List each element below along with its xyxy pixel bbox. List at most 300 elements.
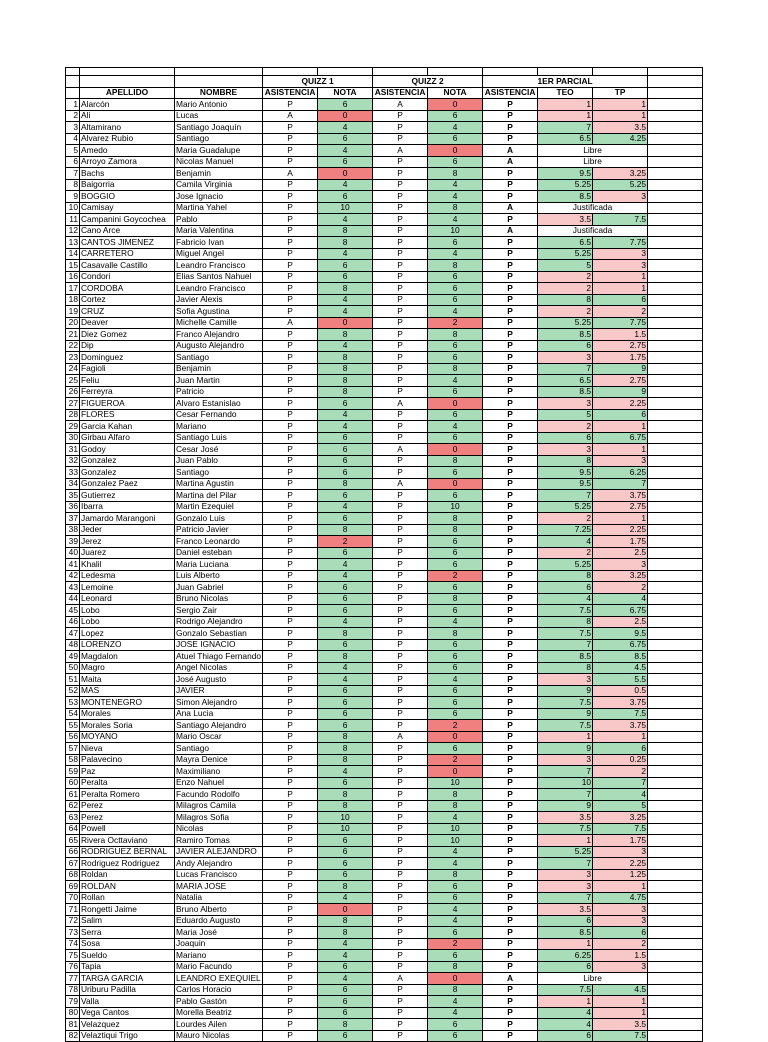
nota2-cell: 8 xyxy=(428,455,483,467)
teo-cell: 7.5 xyxy=(538,984,593,996)
table-row xyxy=(66,685,703,697)
asistencia1-cell: P xyxy=(263,145,318,157)
cell xyxy=(648,168,703,180)
apellido-cell: Rodriguez Rodriguez xyxy=(80,858,175,870)
asistencia2-cell: P xyxy=(373,490,428,502)
asistencia2-cell: A xyxy=(373,444,428,456)
asistencia1-cell: P xyxy=(263,156,318,168)
nombre-cell: Santiago Alejandro xyxy=(175,720,263,732)
row-number: 2 xyxy=(66,110,80,122)
tp-cell: 1 xyxy=(593,283,648,295)
asistencia2-cell: A xyxy=(373,478,428,490)
nota2-cell: 6 xyxy=(428,1019,483,1031)
asistencia3-cell: P xyxy=(483,754,538,766)
tp-cell: 0.5 xyxy=(593,685,648,697)
row-number: 34 xyxy=(66,478,80,490)
tp-cell: 3 xyxy=(593,846,648,858)
nombre-cell: Benjamin xyxy=(175,168,263,180)
asistencia1-cell: P xyxy=(263,283,318,295)
table-row xyxy=(66,754,703,766)
teo-cell: 7 xyxy=(538,858,593,870)
asistencia2-cell: P xyxy=(373,938,428,950)
asistencia1-cell: P xyxy=(263,386,318,398)
asistencia3-cell: P xyxy=(483,1030,538,1042)
table-row xyxy=(66,904,703,916)
table-row xyxy=(66,674,703,686)
row-number: 80 xyxy=(66,1007,80,1019)
asistencia1-cell: P xyxy=(263,720,318,732)
row-number: 69 xyxy=(66,881,80,893)
asistencia3-cell: P xyxy=(483,559,538,571)
tp-cell: 3.25 xyxy=(593,570,648,582)
teo-cell: 6 xyxy=(538,340,593,352)
tp-cell: 3 xyxy=(593,260,648,272)
tp-cell: 1 xyxy=(593,99,648,111)
quizz2-header: QUIZZ 2 xyxy=(373,76,483,88)
apellido-cell: Serra xyxy=(80,927,175,939)
nota2-cell: 4 xyxy=(428,858,483,870)
asistencia1-cell: P xyxy=(263,823,318,835)
asistencia1-cell: P xyxy=(263,260,318,272)
row-number: 81 xyxy=(66,1019,80,1031)
table-row xyxy=(66,145,703,157)
nombre-cell: Mauro Nicolas xyxy=(175,1030,263,1042)
table-row xyxy=(66,605,703,617)
nombre-cell: Maria Luciana xyxy=(175,559,263,571)
asistencia3-cell: P xyxy=(483,605,538,617)
apellido-cell: RODRIGUEZ BERNAL xyxy=(80,846,175,858)
cell xyxy=(648,823,703,835)
teo-cell: 3.5 xyxy=(538,214,593,226)
nota2-cell: 8 xyxy=(428,789,483,801)
nota2-cell: 4 xyxy=(428,1007,483,1019)
table-row xyxy=(66,363,703,375)
blank-header-row xyxy=(66,68,703,76)
apellido-cell: Sosa xyxy=(80,938,175,950)
asistencia2-cell: P xyxy=(373,950,428,962)
tp-cell: 9 xyxy=(593,363,648,375)
asistencia1-cell: P xyxy=(263,593,318,605)
table-row xyxy=(66,214,703,226)
asistencia2-cell: A xyxy=(373,145,428,157)
nombre-cell: Maria Guadalupe xyxy=(175,145,263,157)
nota2-cell: 8 xyxy=(428,260,483,272)
asistencia3-cell: P xyxy=(483,835,538,847)
nota1-cell: 4 xyxy=(318,674,373,686)
tp-cell: 3 xyxy=(593,559,648,571)
apellido-cell: Lopez xyxy=(80,628,175,640)
table-row xyxy=(66,248,703,260)
asistencia3-cell: P xyxy=(483,789,538,801)
apellido-cell: Jamardo Marangoni xyxy=(80,513,175,525)
cell xyxy=(648,984,703,996)
nota1-cell: 6 xyxy=(318,547,373,559)
teo-cell: 6 xyxy=(538,582,593,594)
nota1-cell: 6 xyxy=(318,984,373,996)
asistencia1-cell: P xyxy=(263,846,318,858)
teo-cell: 4 xyxy=(538,536,593,548)
table-row xyxy=(66,628,703,640)
row-number: 31 xyxy=(66,444,80,456)
asistencia2-cell: P xyxy=(373,674,428,686)
nota1-cell: 6 xyxy=(318,846,373,858)
asistencia1-cell: P xyxy=(263,662,318,674)
nombre-cell: Benjamin xyxy=(175,363,263,375)
row-number: 30 xyxy=(66,432,80,444)
teo-cell: 3.5 xyxy=(538,812,593,824)
asistencia2-cell: P xyxy=(373,754,428,766)
cell xyxy=(175,76,263,88)
row-number: 65 xyxy=(66,835,80,847)
nota2-cell: 6 xyxy=(428,881,483,893)
nota2-cell: 4 xyxy=(428,996,483,1008)
asistencia1-cell: P xyxy=(263,582,318,594)
asistencia2-cell: P xyxy=(373,214,428,226)
asistencia2-cell: P xyxy=(373,766,428,778)
nota2-cell: 6 xyxy=(428,352,483,364)
nota1-cell: 6 xyxy=(318,697,373,709)
nota1-cell: 8 xyxy=(318,754,373,766)
tp-cell: 6 xyxy=(593,294,648,306)
tp-cell: 1.5 xyxy=(593,329,648,341)
asistencia2-cell: P xyxy=(373,133,428,145)
apellido-cell: Perez xyxy=(80,800,175,812)
asistencia2-cell: P xyxy=(373,179,428,191)
nota2-cell: 6 xyxy=(428,283,483,295)
asistencia1-cell: P xyxy=(263,674,318,686)
teo-cell: 7 xyxy=(538,122,593,134)
table-row xyxy=(66,570,703,582)
table-row xyxy=(66,789,703,801)
asistencia3-cell: P xyxy=(483,168,538,180)
row-number: 4 xyxy=(66,133,80,145)
teo-cell: 7.5 xyxy=(538,823,593,835)
row-number: 53 xyxy=(66,697,80,709)
asistencia3-cell: P xyxy=(483,720,538,732)
tp-cell: 1 xyxy=(593,731,648,743)
cell xyxy=(648,904,703,916)
row-number: 33 xyxy=(66,467,80,479)
nombre-cell: Gonzalo Luis xyxy=(175,513,263,525)
cell xyxy=(648,582,703,594)
nota2-cell: 0 xyxy=(428,766,483,778)
nombre-cell: Atuel Thiago Fernando xyxy=(176,650,262,661)
table-row xyxy=(66,639,703,651)
teo-cell: 6 xyxy=(538,915,593,927)
nombre-cell: Natalia xyxy=(175,892,263,904)
tp-cell: 1 xyxy=(593,110,648,122)
apellido-cell: Morales Soria xyxy=(80,720,175,732)
table-row xyxy=(66,168,703,180)
tp-cell: 2.25 xyxy=(593,858,648,870)
asistencia2-cell: P xyxy=(373,547,428,559)
nombre-cell: Michelle Camille xyxy=(175,317,263,329)
teo-cell: 5.25 xyxy=(538,179,593,191)
table-row xyxy=(66,846,703,858)
nombre-cell: Facundo Rodolfo xyxy=(175,789,263,801)
asistencia2-cell: P xyxy=(373,168,428,180)
nombre-cell: Juan Gabriel xyxy=(175,582,263,594)
asistencia1-cell: P xyxy=(263,501,318,513)
nombre-cell: Jose Ignacio xyxy=(175,191,263,203)
nombre-cell: Sergio Zair xyxy=(175,605,263,617)
row-number: 9 xyxy=(66,191,80,203)
row-number: 27 xyxy=(66,398,80,410)
teo-cell: 5.25 xyxy=(538,248,593,260)
apellido-cell: Valla xyxy=(80,996,175,1008)
cell xyxy=(648,881,703,893)
nota1-cell: 4 xyxy=(318,892,373,904)
teo-cell: 5.25 xyxy=(538,846,593,858)
apellido-cell: Condori xyxy=(80,271,175,283)
nota2-cell: 0 xyxy=(428,731,483,743)
cell xyxy=(648,455,703,467)
row-number: 15 xyxy=(66,260,80,272)
asistencia3-cell: P xyxy=(483,306,538,318)
row-number: 76 xyxy=(66,961,80,973)
row-number: 35 xyxy=(66,490,80,502)
asistencia2-cell: P xyxy=(373,961,428,973)
nota1-cell: 6 xyxy=(318,467,373,479)
nombre-cell: MARIA JOSE xyxy=(175,881,263,893)
asistencia1-cell: P xyxy=(263,869,318,881)
table-row xyxy=(66,743,703,755)
table-row xyxy=(66,881,703,893)
nota1-cell: 6 xyxy=(318,858,373,870)
nombre-cell: Milagros Camila xyxy=(175,800,263,812)
nota2-cell: 8 xyxy=(428,869,483,881)
tp-cell: 2.75 xyxy=(593,501,648,513)
teo-cell: 1 xyxy=(538,938,593,950)
table-row xyxy=(66,156,703,168)
table-row xyxy=(66,961,703,973)
tp-cell: 2.75 xyxy=(593,375,648,387)
apellido-cell: Amedo xyxy=(80,145,175,157)
nota1-cell: 8 xyxy=(318,225,373,237)
asistencia3-cell: P xyxy=(483,869,538,881)
asistencia3-cell: P xyxy=(483,697,538,709)
asistencia1-cell: P xyxy=(263,938,318,950)
nombre-cell: Patricio Javier xyxy=(175,524,263,536)
asistencia1-cell: P xyxy=(263,731,318,743)
asistencia2-cell: P xyxy=(373,996,428,1008)
asistencia3-cell: P xyxy=(483,271,538,283)
nota2-cell: 4 xyxy=(428,375,483,387)
apellido-cell: Baigorria xyxy=(80,179,175,191)
nota2-cell: 8 xyxy=(428,984,483,996)
nombre-cell: Daniel esteban xyxy=(175,547,263,559)
asistencia3-cell: P xyxy=(483,191,538,203)
asistencia2-cell: P xyxy=(373,800,428,812)
quizz1-header: QUIZZ 1 xyxy=(263,76,373,88)
nota2-cell: 8 xyxy=(428,202,483,214)
row-number: 18 xyxy=(66,294,80,306)
nota1-cell: 6 xyxy=(318,835,373,847)
nota1-cell: 6 xyxy=(318,1030,373,1042)
cell xyxy=(648,1007,703,1019)
teo-cell: 6.5 xyxy=(538,237,593,249)
asistencia1-cell: P xyxy=(263,455,318,467)
nombre-cell: Morella Beatriz xyxy=(175,1007,263,1019)
row-number: 37 xyxy=(66,513,80,525)
asistencia3-cell: A xyxy=(483,973,538,985)
teo-cell: 9.5 xyxy=(538,467,593,479)
cell xyxy=(428,68,483,76)
cell xyxy=(648,237,703,249)
apellido-cell: Rollan xyxy=(80,892,175,904)
table-row xyxy=(66,731,703,743)
row-number: 12 xyxy=(66,225,80,237)
asistencia3-cell: P xyxy=(483,846,538,858)
nota2-cell: 6 xyxy=(428,386,483,398)
nota2-cell: 4 xyxy=(428,179,483,191)
cell xyxy=(648,191,703,203)
cell xyxy=(648,708,703,720)
cell xyxy=(648,340,703,352)
cell xyxy=(648,651,703,663)
asistencia3-cell: P xyxy=(483,237,538,249)
table-row xyxy=(66,294,703,306)
nota1-cell: 6 xyxy=(318,133,373,145)
nota1-cell: 4 xyxy=(318,501,373,513)
apellido-cell: Cortez xyxy=(80,294,175,306)
asistencia2-cell: A xyxy=(373,398,428,410)
row-number: 75 xyxy=(66,950,80,962)
nota2-cell: 10 xyxy=(428,835,483,847)
cell xyxy=(648,317,703,329)
asistencia3-cell: P xyxy=(483,444,538,456)
table-row xyxy=(66,467,703,479)
apellido-cell: Maita xyxy=(80,674,175,686)
apellido-cell: FIGUEROA xyxy=(80,398,175,410)
table-row xyxy=(66,386,703,398)
apellido-cell: Nieva xyxy=(80,743,175,755)
asistencia3-cell: P xyxy=(483,984,538,996)
asistencia2-cell: P xyxy=(373,317,428,329)
teo-cell: 8.5 xyxy=(538,927,593,939)
tp-cell: 1 xyxy=(593,881,648,893)
nota2-cell: 6 xyxy=(428,651,483,663)
row-number: 39 xyxy=(66,536,80,548)
apellido-cell: Perez xyxy=(80,812,175,824)
asistencia1-cell: P xyxy=(263,835,318,847)
teo-cell: 5 xyxy=(538,260,593,272)
tp-cell: 3 xyxy=(593,904,648,916)
asistencia2-cell: P xyxy=(373,881,428,893)
asistencia2-cell: P xyxy=(373,375,428,387)
apellido-cell: Peralta Romero xyxy=(80,789,175,801)
nombre-cell: Pablo Gastón xyxy=(175,996,263,1008)
asistencia3-cell: P xyxy=(483,363,538,375)
cell xyxy=(648,513,703,525)
cell xyxy=(648,478,703,490)
apellido-cell: Sueldo xyxy=(80,950,175,962)
nota2-cell: 4 xyxy=(428,191,483,203)
asistencia3-cell: P xyxy=(483,662,538,674)
asistencia2-cell: P xyxy=(373,329,428,341)
apellido-cell: Alvarez Rubio xyxy=(80,133,175,145)
asistencia2-cell: P xyxy=(373,559,428,571)
cell xyxy=(648,202,703,214)
row-number: 41 xyxy=(66,559,80,571)
apellido-cell: Gutierrez xyxy=(80,490,175,502)
table-row xyxy=(66,271,703,283)
apellido-cell: Roldan xyxy=(80,869,175,881)
asistencia3-cell: P xyxy=(483,536,538,548)
nota1-cell: 6 xyxy=(318,708,373,720)
row-number: 16 xyxy=(66,271,80,283)
nota2-cell: 8 xyxy=(428,524,483,536)
nombre-cell: Enzo Nahuel xyxy=(175,777,263,789)
row-number: 82 xyxy=(66,1030,80,1042)
row-number: 13 xyxy=(66,237,80,249)
nota2-cell: 6 xyxy=(428,237,483,249)
nota2-cell: 4 xyxy=(428,915,483,927)
nota1-cell: 6 xyxy=(318,99,373,111)
asistencia1-cell: P xyxy=(263,490,318,502)
nota1-cell: 2 xyxy=(318,536,373,548)
apellido-cell: Vega Cantos xyxy=(80,1007,175,1019)
tp-cell: 2 xyxy=(593,306,648,318)
table-row xyxy=(66,892,703,904)
teo-cell: 1 xyxy=(538,110,593,122)
asistencia1-cell: P xyxy=(263,685,318,697)
nombre-cell: Gonzalo Sebastian xyxy=(175,628,263,640)
nota1-cell: 6 xyxy=(318,639,373,651)
nota2-cell: 8 xyxy=(428,513,483,525)
nota1-cell: 6 xyxy=(318,1007,373,1019)
asistencia1-cell: P xyxy=(263,513,318,525)
asistencia1-cell: P xyxy=(263,467,318,479)
nombre-cell: LEANDRO EXEQUIEL xyxy=(176,972,261,983)
row-number: 3 xyxy=(66,122,80,134)
apellido-cell: Girbau Alfaro xyxy=(80,432,175,444)
apellido-cell: Ferreyra xyxy=(80,386,175,398)
nombre-cell: Santiago xyxy=(175,467,263,479)
cell xyxy=(648,375,703,387)
cell xyxy=(648,1030,703,1042)
nota1-cell: 4 xyxy=(318,214,373,226)
nombre-cell: Franco Leonardo xyxy=(175,536,263,548)
nota1-cell: 8 xyxy=(318,789,373,801)
nombre-cell: Mario Oscar xyxy=(175,731,263,743)
row-number: 8 xyxy=(66,179,80,191)
asistencia2-cell: P xyxy=(373,225,428,237)
nombre-cell: Bruno Nicolas xyxy=(175,593,263,605)
row-number: 19 xyxy=(66,306,80,318)
asistencia2-cell: P xyxy=(373,536,428,548)
apellido-cell: FLORES xyxy=(80,409,175,421)
nota1-cell: 8 xyxy=(318,283,373,295)
asistencia3-cell: P xyxy=(483,467,538,479)
nota1-cell: 4 xyxy=(318,662,373,674)
table-row xyxy=(66,984,703,996)
asistencia3-cell: P xyxy=(483,996,538,1008)
asistencia1-cell: P xyxy=(263,973,318,985)
nota1-cell: 0 xyxy=(318,168,373,180)
nota1-cell: 4 xyxy=(318,248,373,260)
nombre-cell: Mariano xyxy=(175,421,263,433)
table-row xyxy=(66,996,703,1008)
tp-cell: 1.75 xyxy=(593,835,648,847)
asistencia3-cell: P xyxy=(483,317,538,329)
table-row xyxy=(66,225,703,237)
tp-cell: 7.5 xyxy=(593,214,648,226)
tp-cell: 1.75 xyxy=(593,352,648,364)
cell xyxy=(648,927,703,939)
asistencia1-cell: P xyxy=(263,961,318,973)
teo-cell: 2 xyxy=(538,283,593,295)
